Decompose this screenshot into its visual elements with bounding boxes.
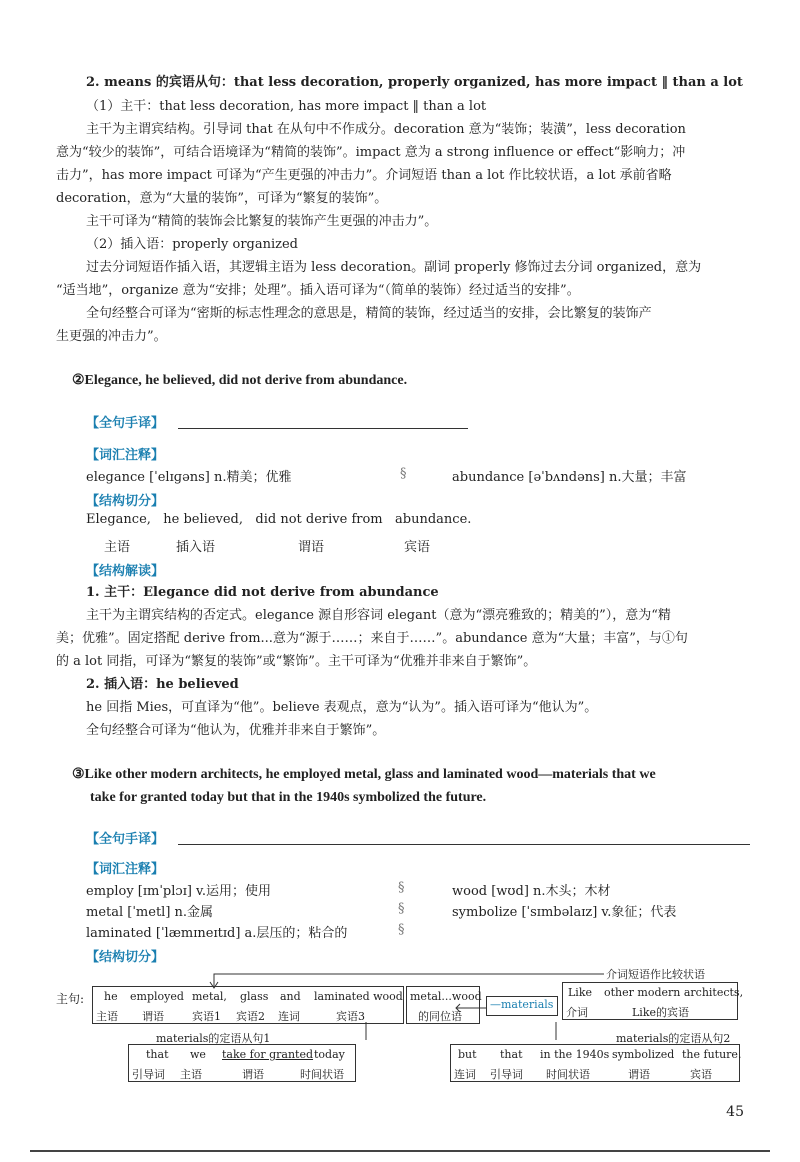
main-role-object3: 宾语3 [336, 1010, 365, 1023]
sentence3-title-line2: take for granted today but that in the 1940s symbolized the future. [90, 790, 487, 805]
rc2-role-time: 时间状语 [546, 1068, 590, 1081]
s2-vocab-abundance: abundance [əˈbʌndəns] n.大量；丰富 [452, 470, 687, 485]
s2-label-predicate: 谓语 [298, 540, 325, 555]
s2-structure-tag: 【结构切分】 [86, 494, 165, 509]
part2-p2: 意为“较少的装饰”，可结合语境译为“精简的装饰”。impact 意为 a strong influence or effect“影响力；冲 [56, 145, 686, 160]
s2-vocab-divider: § [400, 466, 407, 481]
s2-analysis-head2: 2. 插入语：he believed [86, 677, 239, 692]
rc2-label: materials的定语从句2 [616, 1032, 731, 1045]
s3-vocab-tag: 【词汇注释】 [86, 862, 165, 877]
main-word-he: he [104, 990, 118, 1003]
s2-analysis-p3: 的 a lot 同指，可译为“繁复的装饰”或“繁饰”。主干可译为“优雅并非来自于繁饰”。 [56, 654, 537, 669]
rc2-word-1940s: in the 1940s [540, 1048, 610, 1061]
rc1-role-predicate: 谓语 [242, 1068, 264, 1081]
s2-label-object: 宾语 [404, 540, 431, 555]
sentence3-title-line1: ③Like other modern architects, he employed metal, glass and laminated wood—materials that we [72, 767, 656, 782]
s2-analysis-p4: he 回指 Mies，可直译为“他”。believe 表观点，意为“认为”。插入语可译为“他认为”。 [86, 700, 598, 715]
s2-structure-line: Elegance, he believed, did not derive from abundance. [86, 512, 472, 527]
part2-p5: 主干可译为“精简的装饰会比繁复的装饰产生更强的冲击力”。 [86, 214, 438, 229]
rc1-role-time: 时间状语 [300, 1068, 344, 1081]
main-word-laminated-wood: laminated wood [314, 990, 403, 1003]
main-word-employed: employed [130, 990, 184, 1003]
rc2-word-the-future: the future. [682, 1048, 742, 1061]
main-word-metal: metal, [192, 990, 227, 1003]
part2-p7: “适当地”，organize 意为“安排；处理”。插入语可译为“（简单的装饰）经过适当的安排”。 [56, 283, 580, 298]
like-object-word: other modern architects, [604, 986, 744, 999]
rc2-word-symbolized: symbolized [612, 1048, 675, 1061]
pp-label: 介词短语作比较状语 [606, 968, 705, 981]
s2-analysis-p5: 全句经整合可译为“他认为，优雅并非来自于繁饰”。 [86, 723, 386, 738]
rc1-word-today: today [314, 1048, 345, 1061]
s3-vocab-divider-1: § [398, 880, 405, 895]
appos-role: 的同位语 [418, 1010, 462, 1023]
s3-structure-tag: 【结构切分】 [86, 950, 165, 965]
main-word-glass: glass [240, 990, 269, 1003]
main-clause-label: 主句: [56, 992, 85, 1006]
s2-analysis-p1: 主干为主谓宾结构的否定式。elegance 源自形容词 elegant（意为“漂亮雅致的；精美的”），意为“精 [86, 608, 671, 623]
s3-vocab-divider-2: § [398, 901, 405, 916]
part2-p1: 主干为主谓宾结构。引导词 that 在从句中不作成分。decoration 意为“装饰；装潢”，less decoration [86, 122, 686, 137]
s2-label-subject: 主语 [104, 540, 131, 555]
main-role-object2: 宾语2 [236, 1010, 265, 1023]
rc2-role-object: 宾语 [690, 1068, 712, 1081]
part2-p9: 生更强的冲击力”。 [56, 329, 167, 344]
s2-vocab-tag: 【词汇注释】 [86, 448, 165, 463]
s2-translate-tag: 【全句手译】 [86, 416, 165, 431]
like-word: Like [568, 986, 592, 999]
rc1-word-take-for-granted: take for granted [222, 1048, 314, 1061]
bottom-rule [30, 1150, 770, 1152]
part2-p8: 全句经整合可译为“密斯的标志性理念的意思是，精简的装饰，经过适当的安排，会比繁复的装饰产 [86, 306, 652, 321]
s3-vocab-symbolize: symbolize [ˈsɪmbəlaɪz] v.象征；代表 [452, 905, 677, 920]
s2-analysis-p2: 美；优雅”。固定搭配 derive from...意为“源于……；来自于……”。abundance 意为“大量；丰富”，与①句 [56, 631, 688, 646]
s3-translate-tag: 【全句手译】 [86, 832, 165, 847]
rc1-word-we: we [190, 1048, 206, 1061]
main-role-subject: 主语 [96, 1010, 118, 1023]
s3-vocab-metal: metal [ˈmetl] n.金属 [86, 905, 214, 920]
materials-word: —materials [490, 998, 554, 1011]
s3-vocab-laminated: laminated [ˈlæmɪneɪtɪd] a.层压的；粘合的 [86, 926, 348, 941]
rc1-label: materials的定语从句1 [156, 1032, 271, 1045]
rc2-role-predicate: 谓语 [628, 1068, 650, 1081]
s2-analysis-head1: 1. 主干：Elegance did not derive from abundance [86, 585, 439, 600]
rc1-role-subject: 主语 [180, 1068, 202, 1081]
part2-heading-text: means 的宾语从句：that less decoration, properly organized, has more impact ‖ than a lot [104, 75, 743, 90]
s2-analysis-tag: 【结构解读】 [86, 564, 165, 579]
sentence2-title: ②Elegance, he believed, did not derive from abundance. [72, 373, 408, 388]
rc2-word-but: but [458, 1048, 477, 1061]
s3-vocab-divider-3: § [398, 922, 405, 937]
part2-sub1: （1）主干：that less decoration, has more impact ‖ than a lot [86, 99, 487, 114]
rc1-word-that: that [146, 1048, 169, 1061]
part2-p4: decoration，意为“大量的装饰”，可译为“繁复的装饰”。 [56, 191, 388, 206]
part2-heading-number: 2. [86, 75, 100, 90]
part2-p3: 击力”，has more impact 可译为“产生更强的冲击力”。介词短语 than a lot 作比较状语，a lot 承前省略 [56, 168, 672, 183]
s2-label-parenthesis: 插入语 [176, 540, 216, 555]
like-object-role: Like的宾语 [632, 1006, 689, 1019]
rc2-role-conjunction: 连词 [454, 1068, 476, 1081]
rc2-role-relative: 引导词 [490, 1068, 523, 1081]
like-role: 介词 [566, 1006, 588, 1019]
part2-p6: 过去分词短语作插入语，其逻辑主语为 less decoration。副词 properly 修饰过去分词 organized，意为 [86, 260, 702, 275]
part2-sub2: （2）插入语：properly organized [86, 237, 299, 252]
rc2-word-that: that [500, 1048, 523, 1061]
page-number: 45 [726, 1104, 744, 1120]
rc1-role-relative: 引导词 [132, 1068, 165, 1081]
main-role-object1: 宾语1 [192, 1010, 221, 1023]
main-word-and: and [280, 990, 301, 1003]
main-role-predicate: 谓语 [142, 1010, 164, 1023]
s2-vocab-elegance: elegance [ˈelɪɡəns] n.精美；优雅 [86, 470, 292, 485]
appos-word: metal...wood [410, 990, 482, 1003]
s3-vocab-employ: employ [ɪmˈplɔɪ] v.运用；使用 [86, 884, 271, 899]
main-role-conjunction: 连词 [278, 1010, 300, 1023]
s3-vocab-wood: wood [wʊd] n.木头；木材 [452, 884, 611, 899]
